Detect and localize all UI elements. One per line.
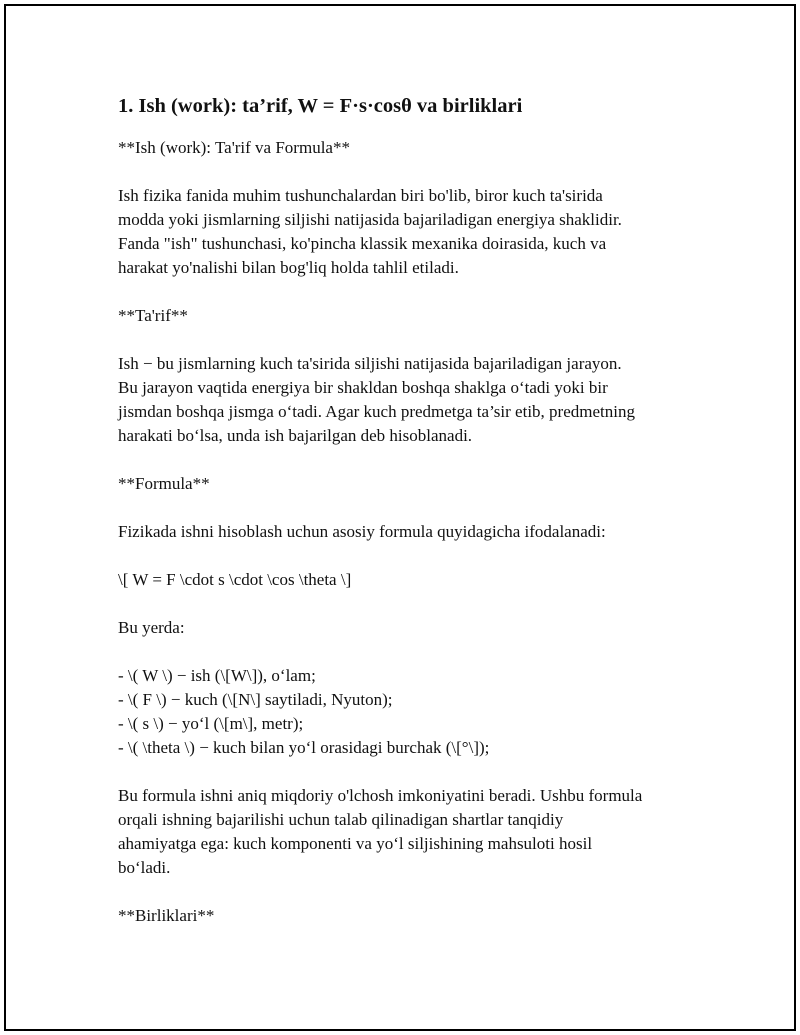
- tarif-heading: [118, 304, 188, 328]
- formula-intro: [118, 520, 606, 544]
- text-line: Fizikada ishni hisoblash uchun asosiy formula quyidagicha ifodalanadi:: [118, 522, 606, 541]
- text-line: bo‘ladi.: [118, 858, 171, 877]
- text-line: **Birliklari**: [118, 906, 215, 925]
- formula-heading: [118, 472, 210, 496]
- birliklari-heading: [118, 904, 214, 928]
- intro-paragraph: [118, 184, 622, 280]
- list-item: - \( W \) − ish (\[W\]), o‘lam;: [118, 666, 316, 685]
- text-line: Bu yerda:: [118, 618, 185, 637]
- legend-intro: [118, 616, 185, 640]
- text-line: **Ta'rif**: [118, 306, 188, 325]
- text-line: Bu jarayon vaqtida energiya bir shakldan boshqa shaklga o‘tadi yoki bir: [118, 378, 608, 397]
- list-item: - \( F \) − kuch (\[N\] saytiladi, Nyuton);: [118, 690, 393, 709]
- subtitle-heading: [118, 136, 350, 160]
- text-line: **Formula**: [118, 474, 210, 493]
- text-line: ahamiyatga ega: kuch komponenti va yo‘l siljishining mahsuloti hosil: [118, 834, 593, 853]
- formula-explanation: [118, 784, 642, 880]
- list-item: - \( s \) − yo‘l (\[m\], metr);: [118, 714, 304, 733]
- text-line: modda yoki jismlarning siljishi natijasida bajariladigan energiya shaklidir.: [118, 210, 622, 229]
- document-body: [118, 92, 698, 925]
- text-line: Ish − bu jismlarning kuch ta'sirida siljishi natijasida bajariladigan jarayon.: [118, 354, 622, 373]
- formula-expression: [118, 568, 351, 592]
- text-line: **Ish (work): Ta'rif va Formula**: [118, 138, 350, 157]
- text-line: orqali ishning bajarilishi uchun talab qilinadigan shartlar tanqidiy: [118, 810, 564, 829]
- tarif-paragraph: [118, 352, 635, 448]
- text-line: \[ W = F \cdot s \cdot \cos \theta \]: [118, 570, 352, 589]
- text-line: Bu formula ishni aniq miqdoriy o'lchosh imkoniyatini beradi. Ushbu formula: [118, 786, 643, 805]
- text-line: harakati bo‘lsa, unda ish bajarilgan deb hisoblanadi.: [118, 426, 473, 445]
- variable-list: [118, 664, 489, 760]
- text-line: Fanda "ish" tushunchasi, ko'pincha klassik mexanika doirasida, kuch va: [118, 234, 607, 253]
- document-title: 1. Ish (work): ta’rif, W = F·s·cosθ va birliklari: [118, 95, 523, 117]
- text-line: Ish fizika fanida muhim tushunchalardan biri bo'lib, biror kuch ta'sirida: [118, 186, 603, 205]
- list-item: - \( \theta \) − kuch bilan yo‘l orasidagi burchak (\[°\]);: [118, 738, 490, 757]
- text-line: harakat yo'nalishi bilan bog'liq holda tahlil etiladi.: [118, 258, 459, 277]
- text-line: jismdan boshqa jismga o‘tadi. Agar kuch predmetga ta’sir etib, predmetning: [118, 402, 635, 421]
